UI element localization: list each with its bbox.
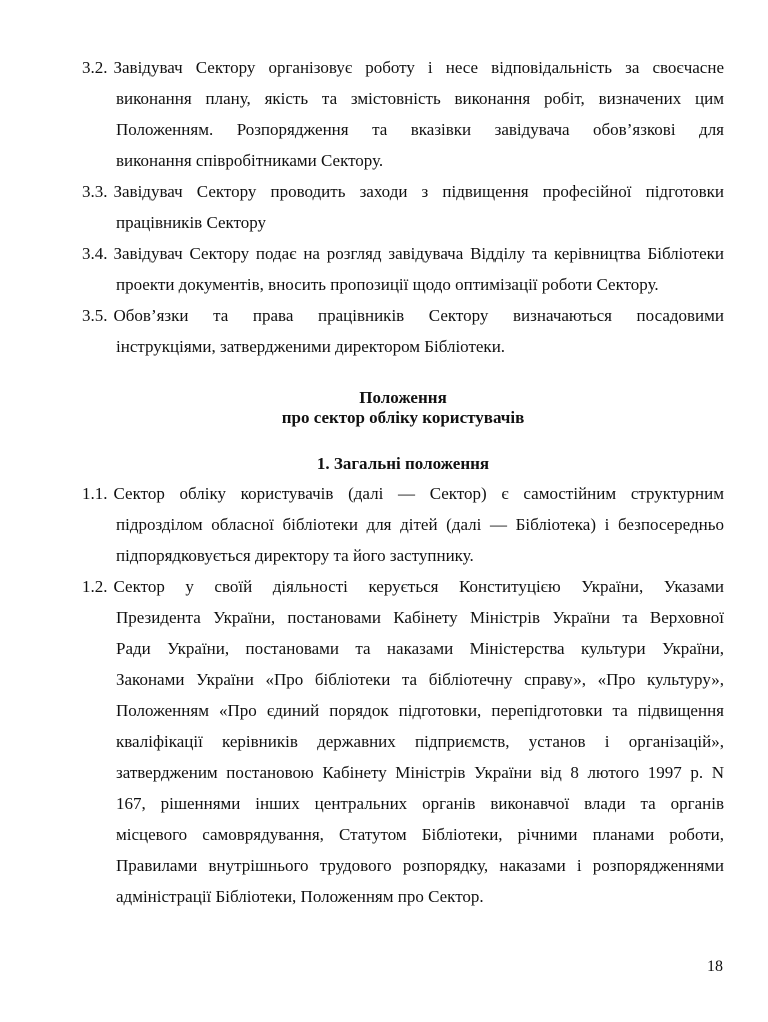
document-title (82, 388, 724, 428)
list-item-3-4 (82, 238, 724, 300)
list-item-3-2 (82, 52, 724, 176)
paragraph-line: Законами України «Про бібліотеки та бібліотечну справу», «Про культуру», (116, 670, 724, 689)
title-line: Положення (359, 388, 447, 407)
page-number: 18 (707, 958, 723, 975)
paragraph-line: Ради України, постановами та наказами Міністерства культури України, (116, 639, 724, 658)
paragraph-line: виконання плану, якість та змістовність виконання робіт, визначених цим (116, 89, 724, 108)
item-number: 1.1. (82, 484, 108, 503)
paragraph-line: Положенням «Про єдиний порядок підготовки, перепідготовки та підвищення (116, 701, 724, 720)
paragraph-line: проекти документів, вносить пропозиції щодо оптимізації роботи Сектору. (116, 275, 659, 294)
item-number: 3.3. (82, 182, 108, 201)
item-number: 3.2. (82, 58, 108, 77)
paragraph-line: 1.2. Сектор у своїй діяльності керується Конституцією України, Указами (82, 577, 724, 596)
list-item-1-2 (82, 571, 724, 912)
paragraph-line: адміністрації Бібліотеки, Положенням про Сектор. (116, 887, 484, 906)
paragraph-line: 167, рішеннями інших центральних органів виконавчої влади та органів (116, 794, 724, 813)
paragraph-line: виконання співробітниками Сектору. (116, 151, 384, 170)
item-number: 3.4. (82, 244, 108, 263)
paragraph-line: 1.1. Сектор обліку користувачів (далі — Сектор) є самостійним структурним (82, 484, 724, 503)
paragraph-line: 3.3. Завідувач Сектору проводить заходи з підвищення професійної підготовки (82, 182, 724, 201)
paragraph-line: 3.4. Завідувач Сектору подає на розгляд завідувача Відділу та керівництва Бібліотеки (82, 244, 724, 263)
paragraph-line: 3.2. Завідувач Сектору організовує роботу і несе відповідальність за своєчасне (82, 58, 724, 77)
paragraph-line: місцевого самоврядування, Статутом Бібліотеки, річними планами роботи, (116, 825, 724, 844)
section-heading: 1. Загальні положення (316, 454, 490, 473)
list-item-1-1 (82, 478, 724, 571)
paragraph-line: 3.5. Обов’язки та права працівників Сектору визначаються посадовими (82, 306, 724, 325)
paragraph-line: підрозділом обласної бібліотеки для дітей (далі — Бібліотека) і безпосередньо (116, 515, 724, 534)
list-item-3-3 (82, 176, 724, 238)
paragraph-line: інструкціями, затвердженими директором Бібліотеки. (116, 337, 506, 356)
paragraph-line: Положенням. Розпорядження та вказівки завідувача обов’язкові для (116, 120, 724, 139)
item-number: 1.2. (82, 577, 108, 596)
paragraph-line: затвердженим постановою Кабінету Міністрів України від 8 лютого 1997 р. N (116, 763, 724, 782)
paragraph-line: працівників Сектору (116, 213, 267, 232)
item-number: 3.5. (82, 306, 108, 325)
paragraph-line: підпорядковується директору та його заступнику. (116, 546, 474, 565)
paragraph-line: кваліфікації керівників державних підприємств, установ і організацій», (116, 732, 724, 751)
paragraph-line: Президента України, постановами Кабінету Міністрів України та Верховної (116, 608, 724, 627)
paragraph-line: Правилами внутрішнього трудового розпорядку, наказами і розпорядженнями (116, 856, 724, 875)
title-line: про сектор обліку користувачів (281, 408, 525, 427)
list-item-3-5 (82, 300, 724, 362)
